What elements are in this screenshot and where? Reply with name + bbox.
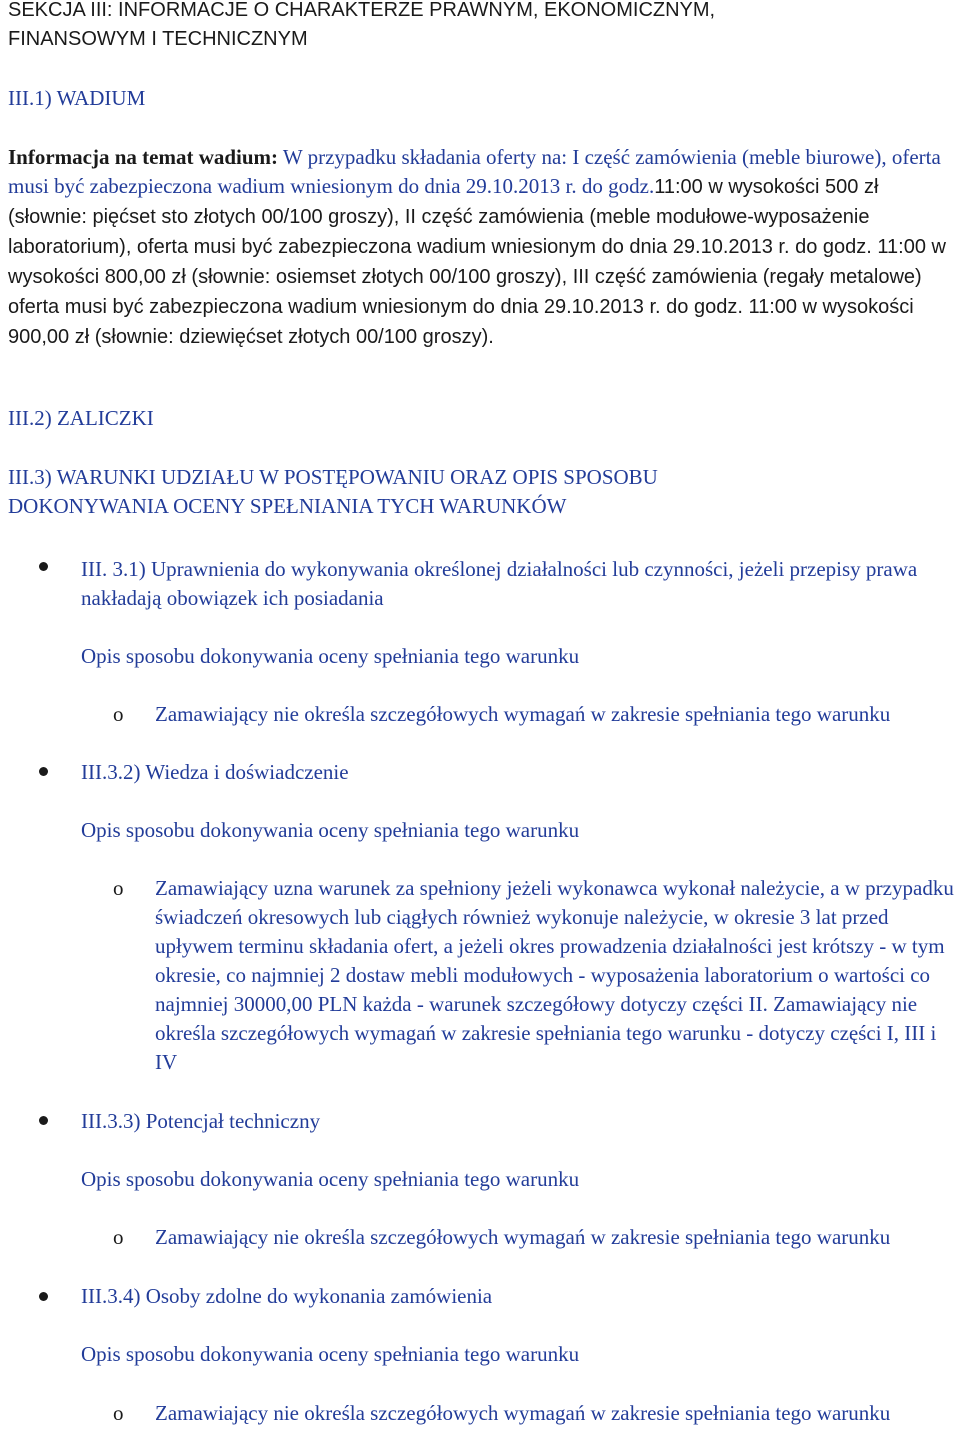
opis-label: Opis sposobu dokonywania oceny spełniania tego warunku — [81, 1342, 580, 1366]
opis-label: Opis sposobu dokonywania oceny spełniania tego warunku — [81, 1167, 580, 1191]
bullet-icon — [39, 562, 48, 571]
wadium-paragraph — [8, 143, 960, 352]
sub-bullet-icon: o — [113, 702, 124, 726]
warunki-heading-line1: III.3) WARUNKI UDZIAŁU W POSTĘPOWANIU ORAZ OPIS SPOSOBU — [8, 465, 658, 489]
condition-title: III.3.3) Potencjał techniczny — [81, 1109, 321, 1133]
wadium-heading: III.1) WADIUM — [8, 86, 146, 110]
condition-title: III.3.2) Wiedza i doświadczenie — [81, 760, 349, 784]
opis-label: Opis sposobu dokonywania oceny spełniania tego warunku — [81, 644, 580, 668]
wadium-text-2: 11:00 w wysokości 500 zł (słownie: pięćset sto złotych 00/100 groszy), II część zamówienia (meble modułowe-wyposażenie laboratorium), oferta musi być zabezpieczona wadium wniesionym do dnia 29.10.2013 r. do godz. 11:00 w wysokości 800,00 zł (słownie: osiemset złotych 00/100 groszy), III część zamówienia (regały metalowe) oferta musi być zabezpieczona wadium wniesionym do dnia 29.10.2013 r. do godz. 11:00 w wysokości 900,00 zł (słownie: dziewięćset złotych 00/100 groszy). — [8, 176, 946, 348]
condition-detail: Zamawiający nie określa szczegółowych wymagań w zakresie spełniania tego warunku — [155, 702, 891, 726]
opis-label: Opis sposobu dokonywania oceny spełniania tego warunku — [81, 818, 580, 842]
bullet-icon — [39, 1292, 48, 1301]
condition-title: III. 3.1) Uprawnienia do wykonywania określonej działalności lub czynności, jeżeli przepisy prawa nakładają obowiązek ich posiadania — [81, 557, 918, 610]
wadium-text-1: W przypadku składania oferty na: I część zamówienia (meble biurowe), oferta musi być zabezpieczona wadium wniesionym do dnia 29.10.2013 r. do godz. — [8, 145, 941, 198]
sub-bullet-icon: o — [113, 876, 124, 900]
wadium-label: Informacja na temat wadium: — [8, 145, 279, 169]
condition-detail: Zamawiający nie określa szczegółowych wymagań w zakresie spełniania tego warunku — [155, 1225, 891, 1249]
section-title-line2: FINANSOWYM I TECHNICZNYM — [8, 28, 308, 50]
sub-bullet-icon: o — [113, 1225, 124, 1249]
condition-detail: Zamawiający uzna warunek za spełniony jeżeli wykonawca wykonał należycie, a w przypadku świadczeń okresowych lub ciągłych również wykonuje należycie, w okresie 3 lat przed upływem terminu składania ofert, a jeżeli okres prowadzenia działalności jest krótszy - w tym okresie, co najmniej 2 dostaw mebli modułowych - wyposażenia laboratorium o wartości co najmniej 30000,00 PLN każda - warunek szczegółowy dotyczy części II. Zamawiający nie określa szczegółowych wymagań w zakresie spełniania tego warunku - dotyczy części I, III i IV — [155, 876, 954, 1074]
condition-detail: Zamawiający nie określa szczegółowych wymagań w zakresie spełniania tego warunku — [155, 1401, 891, 1425]
section-title-line1: SEKCJA III: INFORMACJE O CHARAKTERZE PRAWNYM, EKONOMICZNYM, — [8, 0, 716, 21]
bullet-icon — [39, 1116, 48, 1125]
sub-bullet-icon: o — [113, 1401, 124, 1425]
zaliczki-heading: III.2) ZALICZKI — [8, 406, 154, 430]
condition-title: III.3.4) Osoby zdolne do wykonania zamówienia — [81, 1284, 493, 1308]
section-title — [8, 0, 960, 54]
warunki-heading — [8, 463, 960, 521]
warunki-heading-line2: DOKONYWANIA OCENY SPEŁNIANIA TYCH WARUNKÓW — [8, 494, 567, 518]
bullet-icon — [39, 767, 48, 776]
